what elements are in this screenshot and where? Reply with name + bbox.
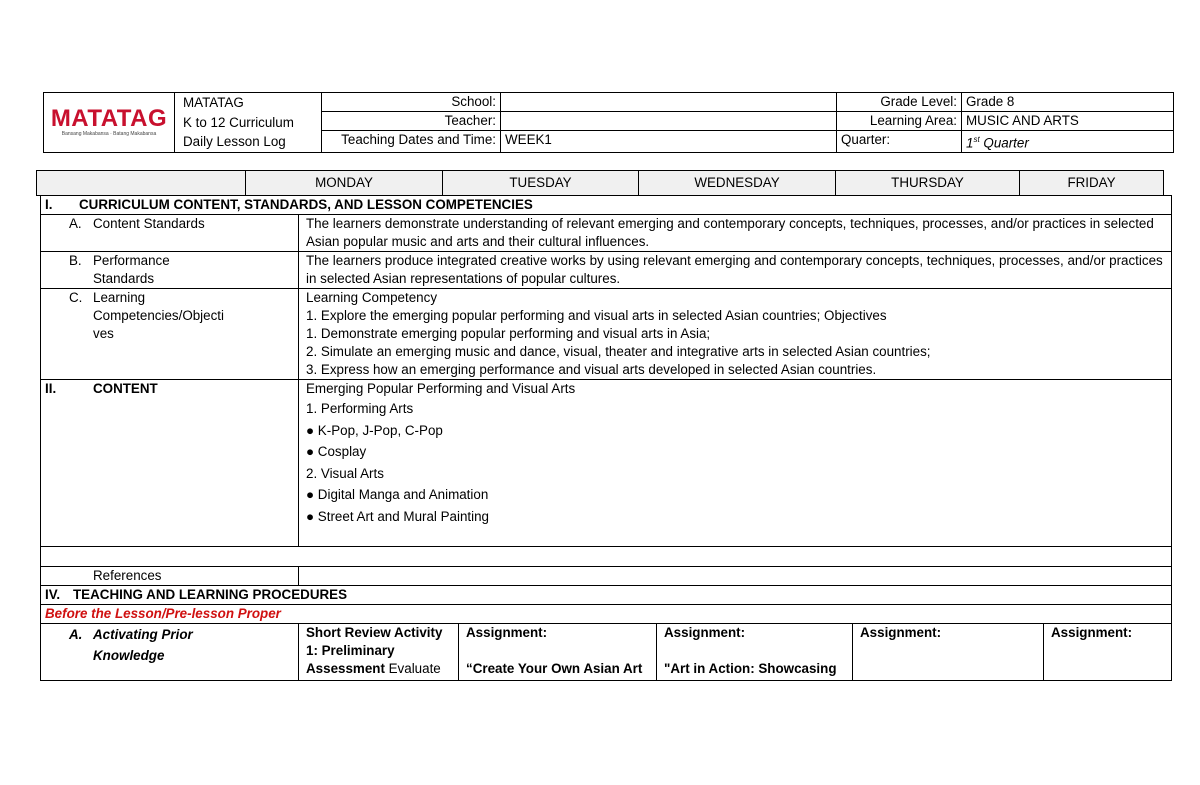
tuesday-assignment-label: Assignment: — [466, 625, 548, 640]
learning-area-field[interactable]: MUSIC AND ARTS — [962, 112, 1174, 131]
quarter-label: Quarter: — [837, 131, 962, 153]
section-2-title: CONTENT — [93, 381, 158, 396]
lesson-log-table — [40, 195, 1172, 681]
quarter-word: Quarter — [979, 135, 1029, 151]
letter-a-activating: A. — [69, 627, 83, 642]
monday-activity-line: 1: Preliminary — [306, 643, 395, 658]
monday-activity-line: Short Review Activity — [306, 625, 443, 640]
competencies-label-1: Learning — [93, 290, 146, 305]
wednesday-activity-cell — [657, 624, 853, 681]
content-line: 2. Visual Arts — [306, 465, 384, 481]
learning-competencies-label — [41, 289, 299, 380]
performance-label-2: Standards — [93, 271, 155, 286]
quarter-number: 1 — [966, 135, 974, 151]
competency-line: 1. Demonstrate emerging popular performing and visual arts in Asia; — [306, 326, 711, 341]
content-label — [41, 380, 299, 547]
learning-competencies-text — [299, 289, 1172, 380]
activating-label-1: Activating Prior — [93, 627, 193, 642]
blank-row — [41, 547, 1172, 567]
content-standards-title: Content Standards — [93, 216, 205, 231]
day-friday: FRIDAY — [1020, 171, 1164, 196]
matatag-logo: MATATAG — [50, 105, 168, 133]
day-header-blank — [37, 171, 246, 196]
section-4-roman: IV. — [45, 587, 61, 602]
section-4-title: TEACHING AND LEARNING PROCEDURES — [73, 587, 348, 602]
doc-title-line1: MATATAG — [183, 95, 244, 110]
thursday-activity-cell — [853, 624, 1044, 681]
header-table — [43, 92, 1174, 153]
tuesday-activity-cell — [459, 624, 657, 681]
performance-label-1: Performance — [93, 253, 170, 268]
content-heading: Emerging Popular Performing and Visual Arts — [306, 381, 576, 396]
content-line: ● Cosplay — [306, 444, 367, 459]
competencies-label-2: Competencies/Objecti — [93, 308, 224, 323]
section-1-title: CURRICULUM CONTENT, STANDARDS, AND LESSON COMPETENCIES — [79, 197, 533, 212]
day-monday: MONDAY — [246, 171, 443, 196]
competency-line: 2. Simulate an emerging music and dance, visual, theater and integrative arts in selected Asian countries; — [306, 344, 931, 359]
section-4-heading — [41, 586, 1172, 605]
wednesday-assignment-title: "Art in Action: Showcasing — [664, 661, 837, 676]
content-line: ● Street Art and Mural Painting — [306, 508, 490, 524]
friday-assignment-label: Assignment: — [1051, 625, 1133, 640]
section-2-roman: II. — [45, 381, 57, 396]
wednesday-assignment-label: Assignment: — [664, 625, 746, 640]
school-field[interactable] — [501, 93, 837, 112]
letter-b: B. — [69, 253, 82, 268]
before-lesson-heading: Before the Lesson/Pre-lesson Proper — [41, 605, 1172, 624]
performance-standards-label — [41, 252, 299, 289]
content-standards-label — [41, 215, 299, 252]
logo-tagline: Bansang Makabansa · Batang Makabansa — [61, 131, 157, 138]
activating-label-2: Knowledge — [93, 648, 165, 663]
doc-title — [175, 93, 322, 153]
performance-standards-text: The learners produce integrated creative works by using relevant emerging and contemporary concepts, techniques, processes, and/or practices in selected Asian representations of popular cultures. — [299, 252, 1172, 289]
section-1-roman: I. — [45, 197, 53, 212]
day-wednesday: WEDNESDAY — [639, 171, 836, 196]
letter-c: C. — [69, 290, 83, 305]
school-label: School: — [322, 93, 501, 112]
competency-line: 3. Express how an emerging performance and visual arts developed in selected Asian countries. — [306, 362, 877, 377]
content-line: ● K-Pop, J-Pop, C-Pop — [306, 422, 443, 438]
friday-activity-cell — [1044, 624, 1172, 681]
competencies-label-3: ves — [93, 326, 114, 341]
day-thursday: THURSDAY — [836, 171, 1020, 196]
references-field[interactable] — [299, 567, 1172, 586]
day-tuesday: TUESDAY — [443, 171, 639, 196]
section-1-heading — [41, 196, 1172, 215]
monday-activity-cell — [299, 624, 459, 681]
teacher-field[interactable] — [501, 112, 837, 131]
references-label: References — [41, 567, 299, 586]
monday-activity-bold: Assessment — [306, 661, 385, 676]
content-line: 1. Performing Arts — [306, 401, 414, 416]
letter-a: A. — [69, 216, 82, 231]
competency-line: Learning Competency — [306, 290, 438, 305]
doc-title-line2: K to 12 Curriculum — [183, 114, 294, 130]
thursday-assignment-label: Assignment: — [860, 625, 942, 640]
competency-line: 1. Explore the emerging popular performing and visual arts in selected Asian countries; Objectives — [306, 308, 887, 323]
doc-title-line3: Daily Lesson Log — [183, 134, 286, 149]
grade-level-field[interactable]: Grade 8 — [962, 93, 1174, 112]
monday-activity-rest: Evaluate — [384, 661, 441, 676]
logo-cell — [44, 93, 175, 153]
content-body — [299, 380, 1172, 547]
tuesday-assignment-title: “Create Your Own Asian Art — [466, 661, 643, 676]
quarter-field[interactable] — [962, 131, 1174, 153]
grade-level-label: Grade Level: — [837, 93, 962, 112]
teacher-label: Teacher: — [322, 112, 501, 131]
day-header-row — [36, 170, 1164, 196]
activating-prior-knowledge-label — [41, 624, 299, 681]
content-standards-text: The learners demonstrate understanding of relevant emerging and contemporary concepts, techniques, processes, and/or practices in selected Asian popular music and arts and their cultural influences. — [299, 215, 1172, 252]
content-line: ● Digital Manga and Animation — [306, 487, 489, 502]
quarter-ordinal: st — [973, 135, 980, 144]
teaching-dates-label: Teaching Dates and Time: — [322, 131, 501, 153]
teaching-dates-field[interactable]: WEEK1 — [501, 131, 837, 153]
learning-area-label: Learning Area: — [837, 112, 962, 131]
